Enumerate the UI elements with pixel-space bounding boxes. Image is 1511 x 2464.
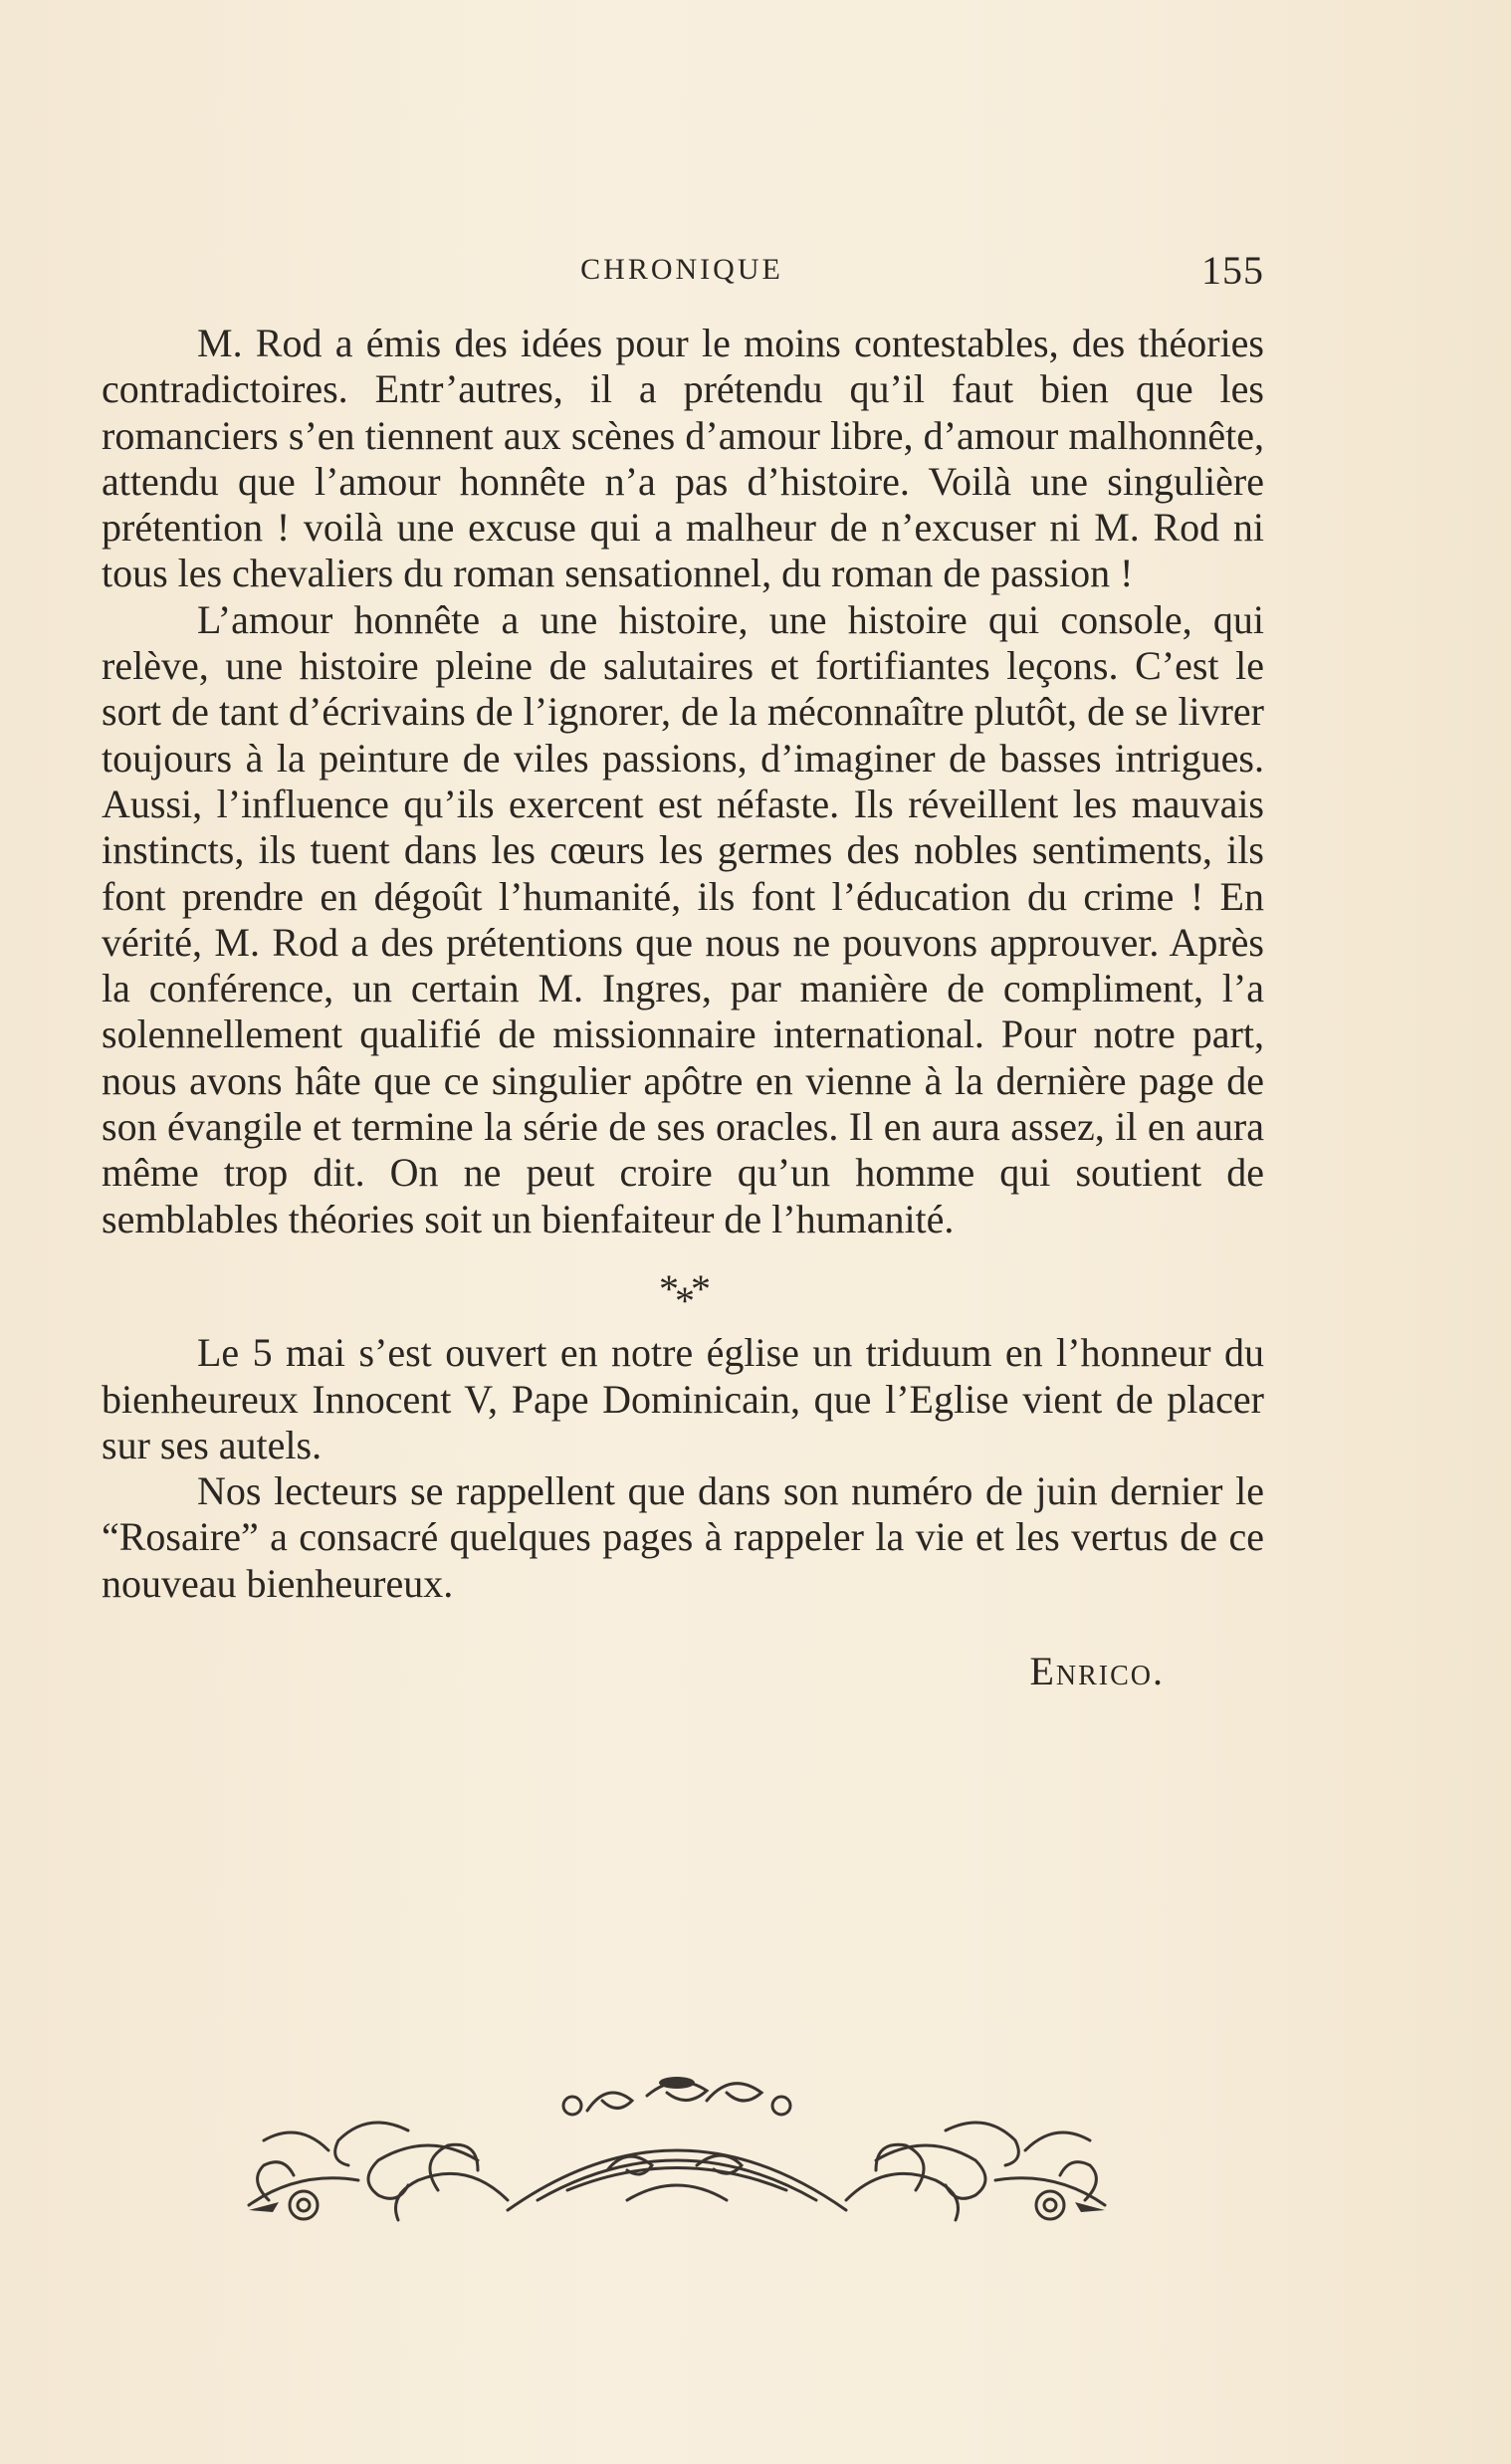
asterisk-icon: * xyxy=(659,1265,675,1311)
author-signature: Enrico. xyxy=(1029,1649,1165,1694)
section-separator xyxy=(102,1265,1264,1323)
floral-tailpiece-ornament-icon xyxy=(209,2051,1145,2230)
paragraph: Nos lecteurs se rappellent que dans son numéro de juin dernier le “Rosaire” a consacré quelques pages à rappeler la vie et les vertus de ce nouveau bienheureux. xyxy=(102,1468,1264,1606)
running-head: CHRONIQUE xyxy=(580,253,783,286)
article-body xyxy=(102,321,1264,1694)
paragraph: M. Rod a émis des idées pour le moins contestables, des théories contradictoires. Entr’autres, il a prétendu qu’il faut bien que les romanciers s’en tiennent aux scènes d’amour libre, d’amour malhonnête, attendu que l’amour honnête n’a pas d’histoire. Voilà une singulière prétention ! voilà une excuse qui a malheur de n’excuser ni M. Rod ni tous les chevaliers du roman sensationnel, du roman de passion ! xyxy=(102,321,1264,596)
paragraph: Le 5 mai s’est ouvert en notre église un triduum en l’honneur du bienheureux Innocent V, Pape Dominicain, que l’Eglise vient de placer sur ses autels. xyxy=(102,1330,1264,1467)
asterisk-icon: * xyxy=(691,1265,707,1311)
paragraph: L’amour honnête a une histoire, une histoire qui console, qui relève, une histoire pleine de salutaires et fortifiantes leçons. C’est le sort de tant d’écrivains de l’ignorer, de la méconnaître plutôt, de se livrer toujours à la peinture de viles passions, d’imaginer de basses intrigues. Aussi, l’influence qu’ils exercent est néfaste. Ils réveillent les mauvais instincts, ils tuent dans les cœurs les germes des nobles sentiments, ils font prendre en dégoût l’humanité, ils font l’éducation du crime ! En vérité, M. Rod a des prétentions que nous ne pouvons approuver. Après la conférence, un certain M. Ingres, par manière de compliment, l’a solennellement qualifié de missionnaire international. Pour notre part, nous avons hâte que ce singulier apôtre en vienne à la dernière page de son évangile et termine la série de ses oracles. Il en aura assez, il en aura même trop dit. On ne peut croire qu’un homme qui soutient de semblables théories soit un bienfaiteur de l’humanité. xyxy=(102,596,1264,1241)
asterisk-icon: * xyxy=(675,1277,691,1323)
page-number: 155 xyxy=(1201,248,1264,293)
page-header xyxy=(100,247,1264,307)
